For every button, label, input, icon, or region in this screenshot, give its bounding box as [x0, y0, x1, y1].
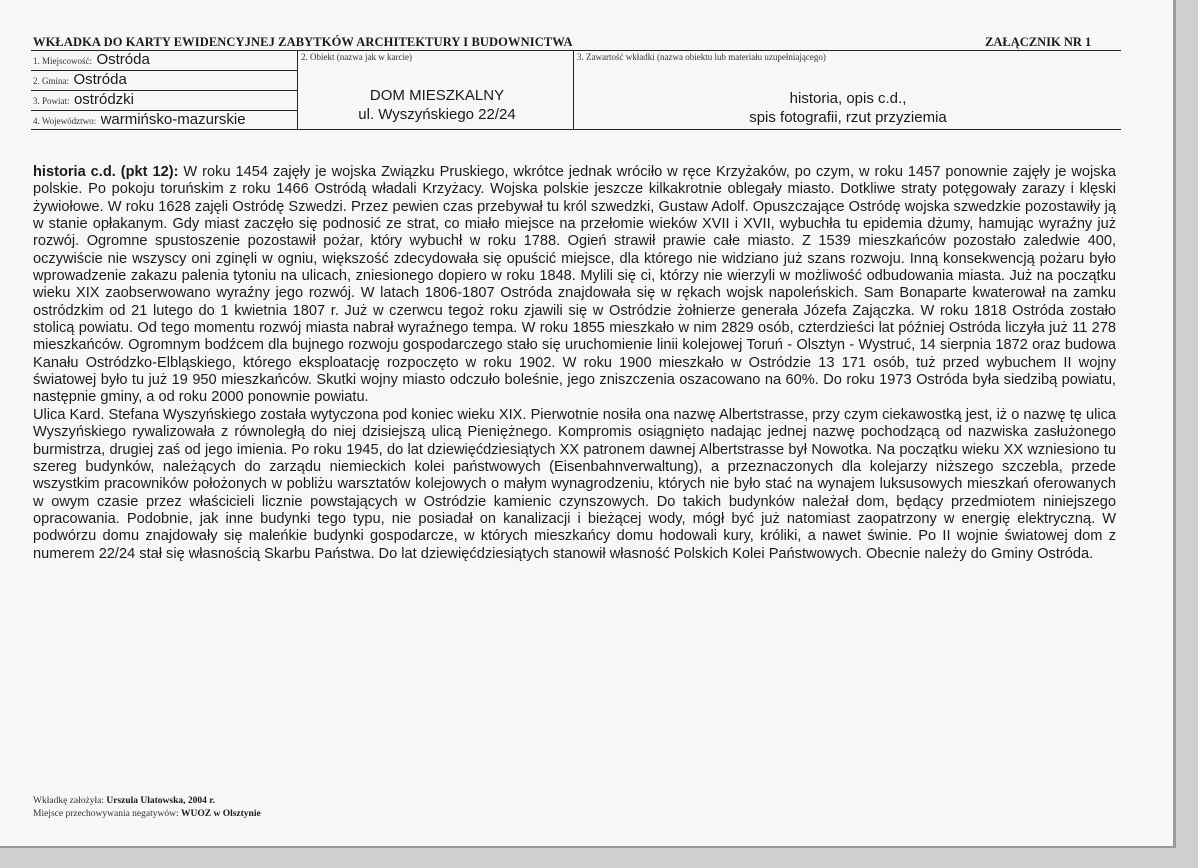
prepared-by-value: Urszula Ulatowska, 2004 r. [106, 796, 215, 806]
locality-value: Ostróda [96, 51, 150, 68]
county-field [33, 91, 134, 109]
history-paragraph-1-text: W roku 1454 zajęły je wojska Związku Pruskiego, wkrótce jednak wróciło w ręce Krzyżaków, po czym, w roku 1457 ponownie zajęły je wojska polskie. Po pokoju toruńskim z roku 1466 Ostródą władali Krzyżacy. Wojska polskie jeszcze kilkakrotnie oblegały miasto. Dotkliwe straty potęgowały zarazy i klęski żywiołowe. W roku 1628 zajęli Ostródę Szwedzi. Przez pewien czas przebywał tu król szwedzki, Gustaw Adolf. Opuszczające Ostródę wojska szwedzkie pozostawiły ją w stanie opłakanym. Gdy miast zaczęło się podnosić ze strat, co miało miejsce na przełomie wieków XVII i XVII, wybuchła tu epidemia dżumy, hamując wyraźny już rozwój. Ogromne spustoszenie pozostawił pożar, który wybuchł w roku 1788. Ogień strawił prawie całe miasto. Z 1539 mieszkańców pozostało zaledwie 400, oczywiście nie wszyscy oni zginęli w ogniu, większość zdecydowała się opuścić miejsce, dla którego nie widziano już szans rozwoju. Inną konsekwencją pożaru było wprowadzenie zakazu palenia tytoniu na ulicach, zniesionego dopiero w roku 1848. Mylili się ci, którzy nie wierzyli w możliwość odbudowania miasta. Już na początku wieku XIX zaobserwowano wyraźny jego rozwój. W latach 1806-1807 Ostróda znajdowała się w rękach wojsk napoleńskich. Sam Bonaparte kwaterował na zamku ostródzkim od 21 lutego do 1 kwietnia 1807 r. Już w czerwcu tegoż roku zjawili się w Ostródzie żołnierze generała Józefa Zajączka. W roku 1818 Ostróda zostało stolicą powiatu. Od tego momentu rozwój miasta nabrał wyraźnego tempa. W roku 1855 mieszkało w nim 2829 osób, czterdzieści lat później Ostróda liczyła już 11 278 mieszkańców. Ogromnym bodźcem dla bujnego rozwoju gospodarczego stało się uruchomienie linii kolejowej Toruń - Olsztyn - Wystruć, 14 sierpnia 1872 oraz budowa Kanału Ostródzko-Elbląskiego, którego eksploatację rozpoczęto w roku 1902. W roku 1900 mieszkało w Ostródzie 13 171 osób, tuż przed wybuchem II wojny światowej było tu już 19 950 mieszkańców. Skutki wojny miasto odczuło boleśnie, jego zniszczenia oszacowano na 60%. Do roku 1973 Ostróda była siedzibą powiatu, następnie gminy, a od roku 2000 ponownie powiatu. [33, 164, 1116, 406]
locality-field [33, 51, 150, 69]
object-address: ul. Wyszyńskiego 22/24 [358, 106, 516, 123]
commune-value: Ostróda [73, 71, 127, 88]
prepared-by [33, 796, 215, 806]
voivodeship-label: 4. Województwo: [33, 116, 97, 126]
county-label: 3. Powiat: [33, 96, 70, 106]
column-divider-1 [297, 51, 298, 130]
voivodeship-field [33, 111, 246, 129]
object-label: 2. Obiekt (nazwa jak w karcie) [301, 52, 412, 62]
form-title: WKŁADKA DO KARTY EWIDENCYJNEJ ZABYTKÓW ARCHITEKTURY I BUDOWNICTWA [33, 35, 573, 49]
contents-line-1: historia, opis c.d., [789, 90, 907, 107]
history-lead: historia c.d. (pkt 12): [33, 164, 179, 180]
negatives-storage [33, 809, 261, 819]
contents-label: 3. Zawartość wkładki (nazwa obiektu lub materiału uzupełniającego) [577, 52, 826, 62]
history-text [33, 164, 1116, 563]
header-rule-top [31, 50, 1121, 51]
locality-label: 1. Miejscowość: [33, 56, 92, 66]
negatives-storage-value: WUOZ w Olsztynie [181, 809, 261, 819]
county-value: ostródzki [73, 91, 134, 108]
prepared-by-label: Wkładkę założyła: [33, 796, 104, 806]
voivodeship-value: warmińsko-mazurskie [100, 111, 246, 128]
history-paragraph-2: Ulica Kard. Stefana Wyszyńskiego została wytyczona pod koniec wieku XIX. Pierwotnie nosiła ona nazwę Albertstrasse, przy czym ciekawostką jest, iż o nazwę tę ulica Wyszyńskiego rywalizowała z równoległą do niej dzisiejszą ulicą Pieniężnego. Kompromis osiągnięto nadając jednej nazwę pochodzącą od nazwiska zasłużonego burmistrza, drugiej zaś od jego imienia. Po roku 1945, do lat dziewięćdziesiątych XX patronem dawnej Albertstrasse był Nowotka. Na początku wieku XX wzniesiono tu szereg budynków, należących do zarządu niemieckich kolei państwowych (Eisenbahnverwaltung), a przeznaczonych dla kolejarzy niższego szczebla, przede wszystkim pracowników położonych w pobliżu warsztatów kolejowych o małym wynagrodzeniu, których nie było stać na wynajem luksusowych mieszkań oferowanych w owym czasie przez właścicieli licznie powstających w Ostródzie kamienic czynszowych. Do takich budynków należał dom, będący przedmiotem niniejszego opracowania. Podobnie, jak inne budynki tego typu, nie posiadał on kanalizacji i bieżącej wody, mógł być już natomiast zaopatrzony w energię elektryczną. W podwórzu domu znajdowały się maleńkie budynki gospodarcze, w których mieszkańcy domu hodowali kury, króliki, a nawet świnie. Po II wojnie światowej dom z numerem 22/24 stał się własnością Skarbu Państwa. Do lat dziewięćdziesiątych stanowił własność Polskich Kolei Państwowych. Obecnie należy do Gminy Ostróda. [33, 406, 1116, 562]
contents-line-2: spis fotografii, rzut przyziemia [749, 109, 947, 126]
header-rule-bottom [31, 129, 1121, 130]
negatives-storage-label: Miejsce przechowywania negatywów: [33, 809, 179, 819]
history-paragraph-1 [33, 164, 1116, 407]
commune-field [33, 71, 127, 89]
scan-edge-right [1176, 0, 1198, 868]
commune-label: 2. Gmina: [33, 76, 69, 86]
scan-edge-bottom [0, 848, 1198, 868]
annex-number: ZAŁĄCZNIK NR 1 [985, 35, 1092, 49]
object-name: DOM MIESZKALNY [369, 87, 505, 104]
